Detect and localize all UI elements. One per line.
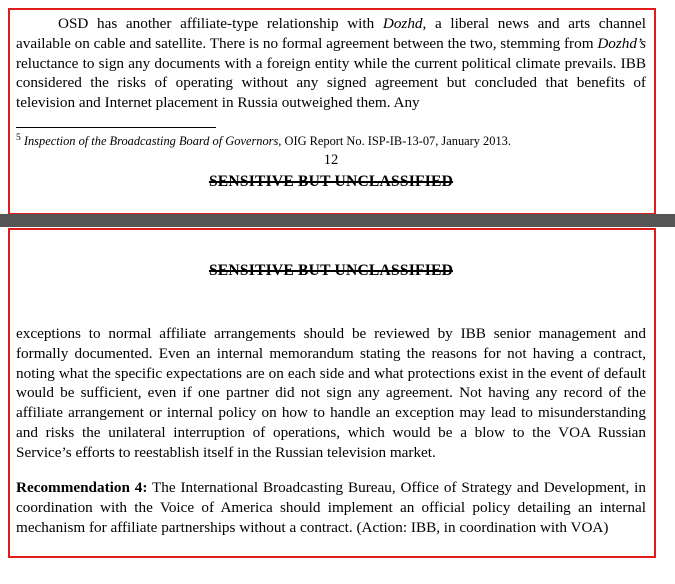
- footnote-5: [16, 133, 646, 150]
- para-text-segment-3: reluctance to sign any documents with a foreign entity while the current political climate prevails. IBB considered the risks of operating without any signed agreement but concluded that benefits of television and Internet placement in Russia outweighed them. Any: [16, 54, 646, 111]
- bottom-page-paragraph: exceptions to normal affiliate arrangements should be reviewed by IBB senior management and formally documented. Even an internal memorandum stating the reasons for not having a contract, noting what the specific expectations are on each side and what protections exist in the event of default would be sufficient, even if one partner did not sign any agreement. Not having any record of the affiliate arrangement or internal policy on how to handle an exception may lead to misunderstanding and risks the unilateral interruption of operations, which would be a blow to the VOA Russian Service’s efforts to reestablish itself in the Russian television market.: [16, 325, 646, 461]
- italic-term-dozhds: Dozhd’s: [597, 34, 646, 52]
- page-number: 12: [323, 152, 339, 169]
- footnote-citation-rest: , OIG Report No. ISP-IB-13-07, January 2013.: [278, 133, 511, 148]
- para-text-segment-2: , a liberal news and arts channel available on cable and satellite. There is no formal agreement between the two, stemming from: [16, 15, 646, 52]
- recommendation-body: The International Broadcasting Bureau, Office of Strategy and Development, in coordination with the Voice of America should implement an official policy detailing an internal mechanism for affiliate partnerships without a contract. (Action: IBB, in coordination with VOA): [16, 479, 646, 536]
- page-break-divider: [0, 214, 675, 227]
- classification-banner-top: SENSITIVE BUT UNCLASSIFIED: [208, 173, 454, 191]
- bottom-page-content: [16, 262, 646, 538]
- footnote-title-italic: Inspection of the Broadcasting Board of Governors: [23, 133, 279, 148]
- footnote-separator-rule: [16, 127, 216, 128]
- footnote-marker: 5: [16, 132, 21, 143]
- top-page-content: [16, 14, 646, 191]
- classification-banner-bottom: SENSITIVE BUT UNCLASSIFIED: [208, 262, 454, 279]
- page-top-margin: [0, 0, 675, 8]
- top-page-paragraph: [16, 14, 646, 113]
- recommendation-label: Recommendation 4:: [16, 479, 148, 497]
- recommendation-4-paragraph: [16, 478, 646, 537]
- para-text-segment-1: OSD has another affiliate-type relationship with: [58, 15, 383, 32]
- italic-term-dozhd: Dozhd: [382, 15, 423, 32]
